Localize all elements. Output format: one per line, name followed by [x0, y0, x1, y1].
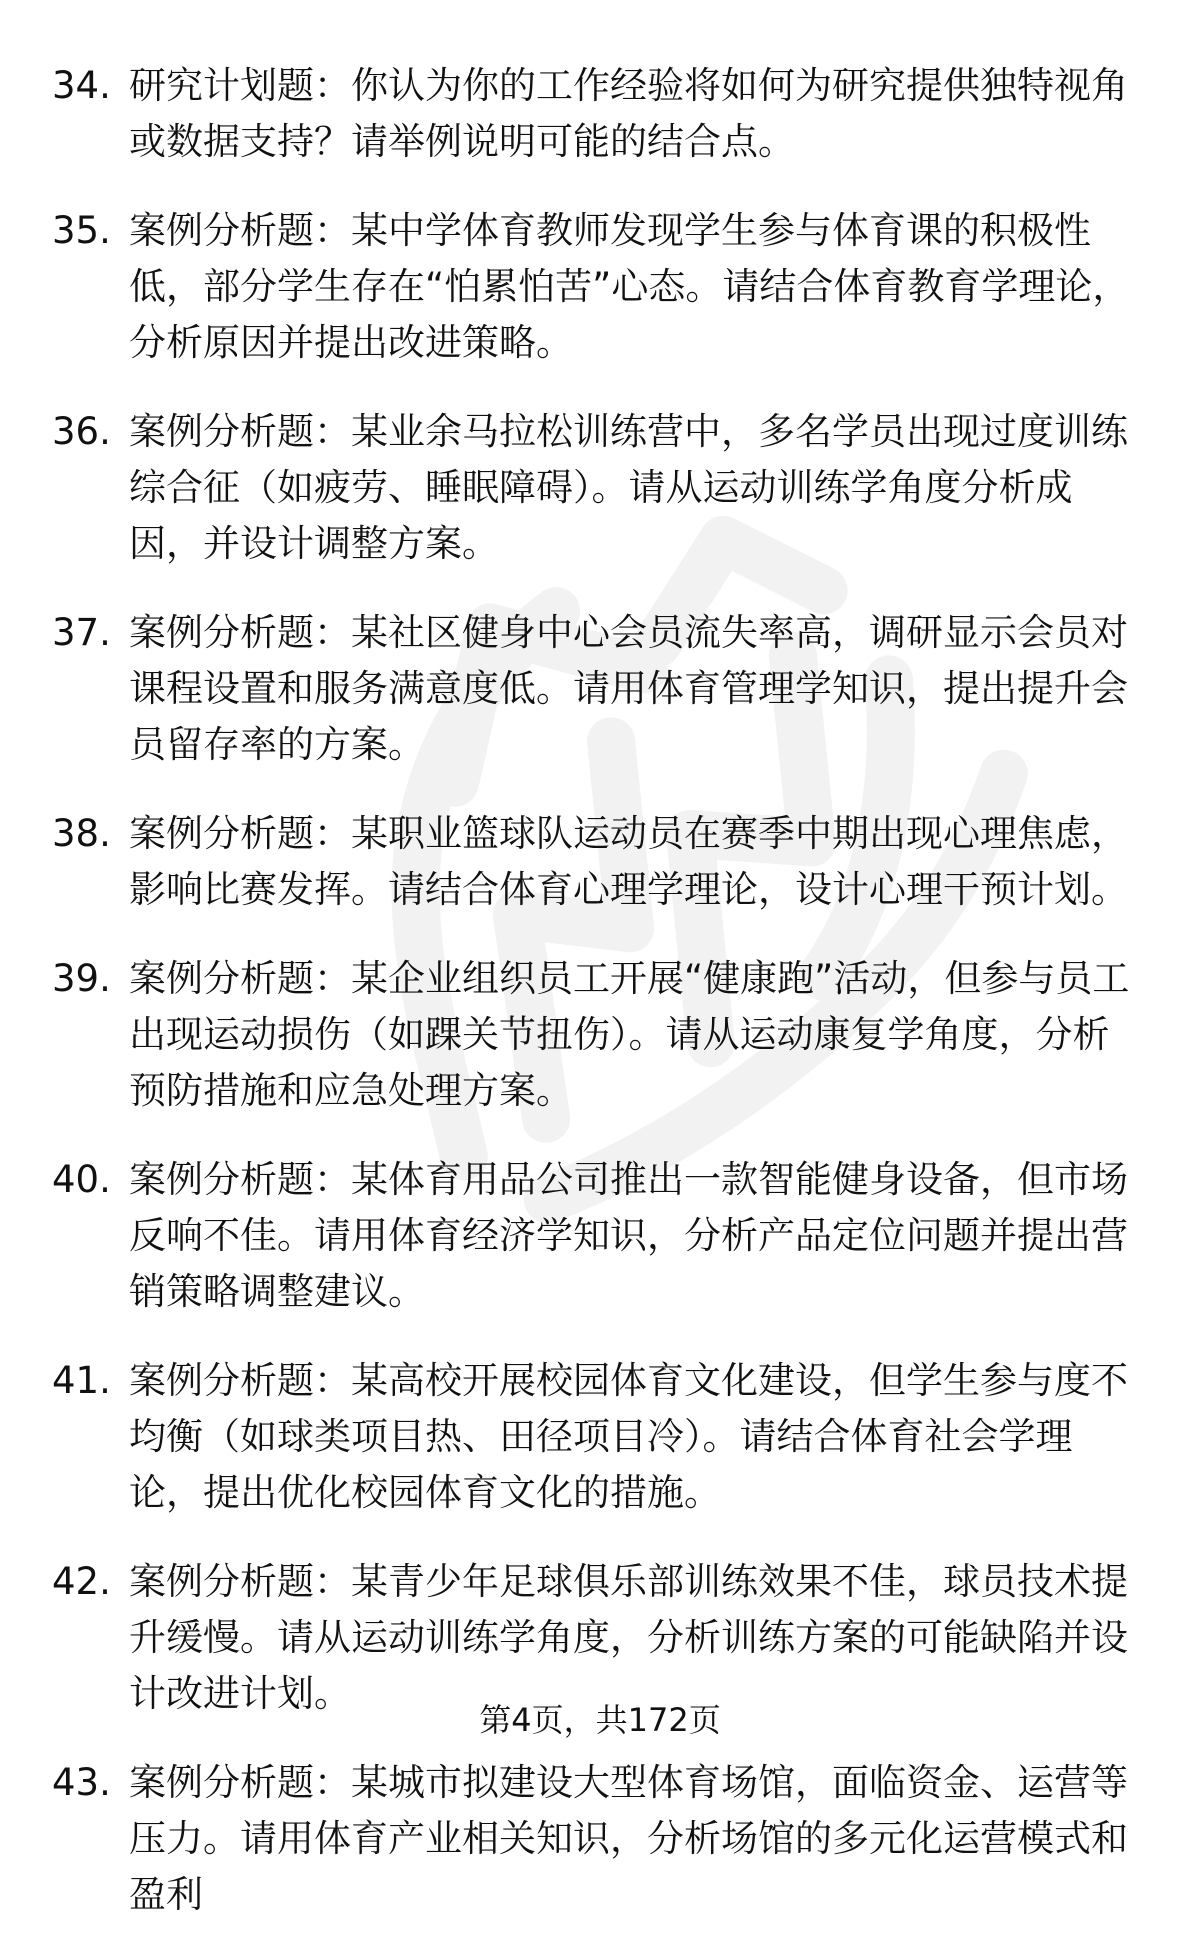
question-text: 研究计划题：你认为你的工作经验将如何为研究提供独特视角或数据支持？请举例说明可能的结合点。 — [129, 64, 1128, 163]
page-footer: 第4页，共172页 — [479, 1701, 721, 1739]
question-item-35 — [52, 203, 1142, 371]
question-text: 案例分析题：某青少年足球俱乐部训练效果不佳，球员技术提升缓慢。请从运动训练学角度，分析训练方案的可能缺陷并设计改进计划。 — [129, 1560, 1128, 1715]
question-item-37 — [52, 605, 1142, 773]
question-number: 34. — [52, 64, 111, 107]
question-text: 案例分析题：某职业篮球队运动员在赛季中期出现心理焦虑，影响比赛发挥。请结合体育心理学理论，设计心理干预计划。 — [129, 812, 1128, 911]
question-number: 37. — [52, 611, 111, 654]
question-text: 案例分析题：某企业组织员工开展“健康跑”活动，但参与员工出现运动损伤（如踝关节扭伤）。请从运动康复学角度，分析预防措施和应急处理方案。 — [129, 957, 1130, 1112]
question-number: 39. — [52, 957, 111, 1000]
question-number: 43. — [52, 1761, 111, 1804]
question-item-36 — [52, 404, 1142, 572]
question-item-41 — [52, 1353, 1142, 1521]
question-number: 40. — [52, 1158, 111, 1201]
question-number: 42. — [52, 1560, 111, 1603]
question-item-43 — [52, 1755, 1142, 1923]
question-text: 案例分析题：某高校开展校园体育文化建设，但学生参与度不均衡（如球类项目热、田径项目冷）。请结合体育社会学理论，提出优化校园体育文化的措施。 — [129, 1359, 1128, 1514]
question-text: 案例分析题：某体育用品公司推出一款智能健身设备，但市场反响不佳。请用体育经济学知识，分析产品定位问题并提出营销策略调整建议。 — [129, 1158, 1128, 1313]
question-text: 案例分析题：某城市拟建设大型体育场馆，面临资金、运营等压力。请用体育产业相关知识，分析场馆的多元化运营模式和盈利 — [129, 1761, 1128, 1916]
question-text: 案例分析题：某业余马拉松训练营中，多名学员出现过度训练综合征（如疲劳、睡眠障碍）。请从运动训练学角度分析成因，并设计调整方案。 — [129, 410, 1128, 565]
question-list — [52, 58, 1142, 1956]
question-item-38 — [52, 806, 1142, 918]
question-item-40 — [52, 1152, 1142, 1320]
question-number: 36. — [52, 410, 111, 453]
question-number: 41. — [52, 1359, 111, 1402]
question-item-39 — [52, 951, 1142, 1119]
question-item-34 — [52, 58, 1142, 170]
question-number: 38. — [52, 812, 111, 855]
question-text: 案例分析题：某社区健身中心会员流失率高，调研显示会员对课程设置和服务满意度低。请用体育管理学知识，提出提升会员留存率的方案。 — [129, 611, 1128, 766]
question-item-42 — [52, 1554, 1142, 1722]
question-number: 35. — [52, 209, 111, 252]
question-text: 案例分析题：某中学体育教师发现学生参与体育课的积极性低，部分学生存在“怕累怕苦”心态。请结合体育教育学理论，分析原因并提出改进策略。 — [129, 209, 1130, 364]
